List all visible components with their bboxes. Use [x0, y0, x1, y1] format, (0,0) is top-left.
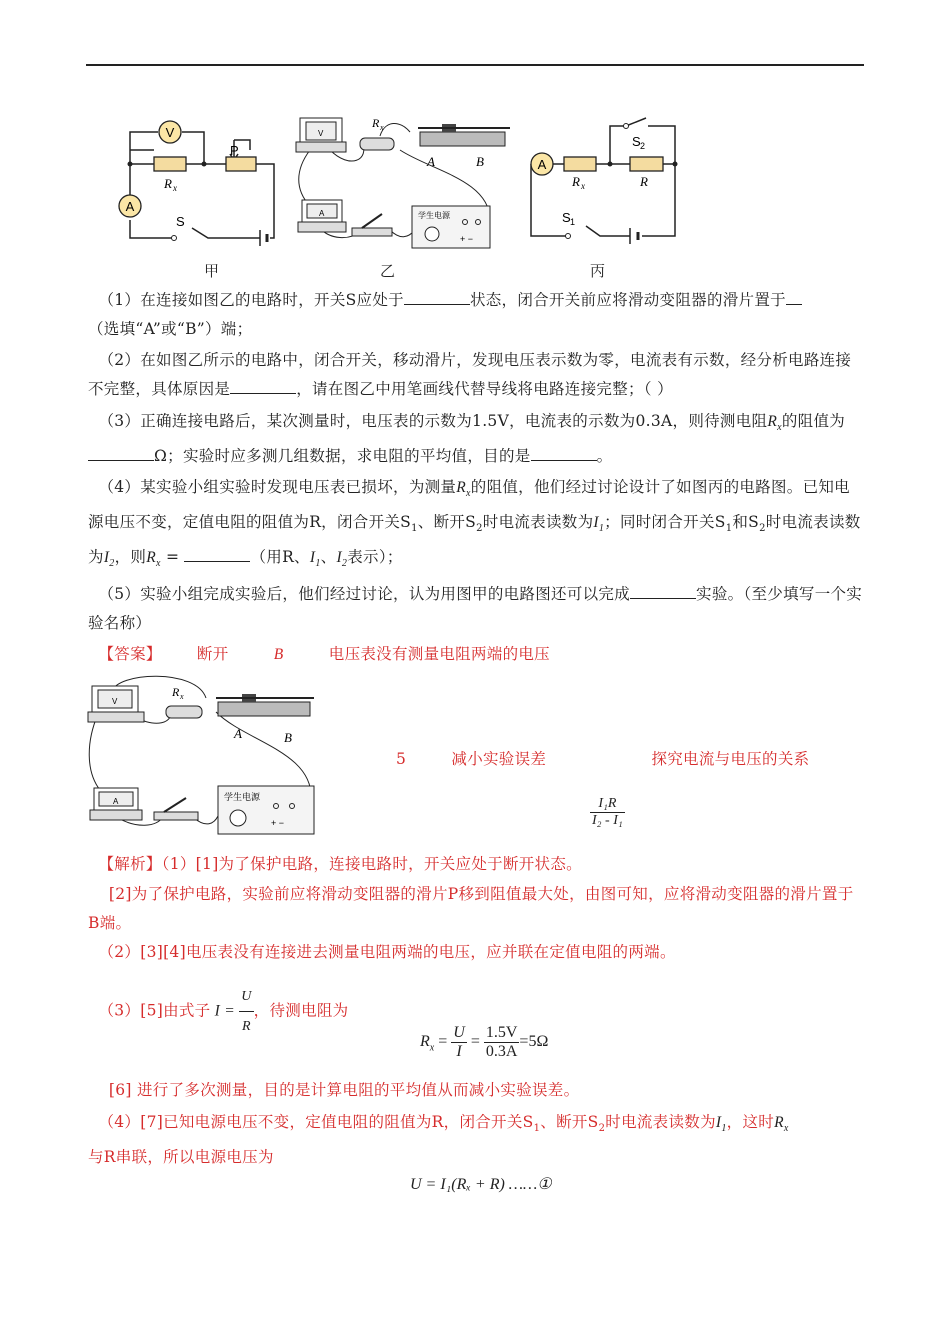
end-a-label: A: [427, 154, 435, 169]
svg-text:R: R: [172, 685, 180, 699]
equation-2: U = I₁(Rₓ + R) ……①: [410, 1176, 552, 1193]
analysis-p6: （4）[7]已知电源电压不变，定值电阻的阻值为R，闭合开关$S_1$、断开$S_2$时电流表读数为$I_1$，这时$R_x$ 与R串联，所以电源电压为: [88, 1113, 789, 1167]
question-3: （3）正确连接电路后，某次测量时，电压表的示数为1.5V，电流表的示数为0.3A，则待测电阻$R_x$的阻值为Ω；实验时应多测几组数据，求电阻的平均值，目的是 。: [88, 407, 864, 471]
answer-3: 电压表没有测量电阻两端的电压: [328, 645, 550, 663]
answer-2: B: [273, 646, 284, 663]
caption-bing: 丙: [590, 262, 606, 280]
svg-text:x: x: [380, 123, 384, 132]
caption-yi: 乙: [380, 262, 396, 280]
svg-text:S: S: [632, 134, 641, 149]
svg-text:S: S: [562, 210, 571, 225]
answer-circuit-figure: [86, 672, 326, 838]
svg-text:x: x: [581, 181, 585, 191]
analysis-p5: [6] 进行了多次测量，目的是计算电阻的平均值从而减小实验误差。: [108, 1081, 580, 1099]
physical-circuit-figure-yi: [290, 110, 515, 250]
answer-line-2: [396, 745, 866, 774]
svg-text:A: A: [113, 797, 119, 806]
rx-label-sub: x: [173, 183, 177, 193]
end-b-label: B: [476, 154, 484, 169]
voltmeter-label: V: [165, 125, 175, 140]
svg-text:A: A: [234, 726, 242, 741]
analysis-p3: （2）[3][4]电压表没有连接进去测量电阻两端的电压，应并联在定值电阻的两端。: [98, 943, 676, 961]
svg-text:V: V: [112, 697, 118, 706]
analysis-p1: 【解析】（1）[1]为了保护电路，连接电路时，开关应处于断开状态。: [98, 855, 582, 873]
equation-1: $R_x$ = $\frac{U}{I}$ = $\frac{1.5V}{0.3A}$ =5Ω: [420, 1024, 549, 1060]
switch-label: S: [176, 214, 185, 229]
ammeter-label: A: [125, 199, 135, 214]
analysis-label: 【解析】: [98, 855, 162, 873]
analysis-p4: （3）[5]由式子 I = $\frac{U}{R}$ ，待测电阻为: [88, 982, 864, 1041]
analysis-p2: [2]为了保护电路，实验前应将滑动变阻器的滑片P移到阻值最大处，由图可知，应将滑动变阻器的滑片置于B端。: [88, 885, 854, 932]
circuit-figure-bing: [520, 110, 685, 250]
header-rule: [86, 64, 864, 66]
answer-label: 【答案】: [98, 645, 162, 663]
bing-rx-symbol: [564, 157, 596, 171]
svg-text:V: V: [318, 129, 324, 138]
svg-text:A: A: [319, 209, 325, 218]
answer-5: 5: [396, 750, 407, 768]
svg-text:2: 2: [640, 141, 646, 151]
slider-label: P: [230, 143, 239, 158]
answer-1: 断开: [196, 645, 229, 663]
svg-text:学生电源: 学生电源: [224, 793, 261, 803]
yi-rx-label: R: [372, 116, 380, 130]
blank-7[interactable]: [630, 584, 696, 599]
rheostat-symbol: [226, 157, 256, 171]
answer-8: 探究电流与电压的关系: [651, 750, 810, 768]
answer-6: 减小实验误差: [451, 750, 547, 768]
bing-r-symbol: [630, 157, 663, 171]
question-5: （5）实验小组完成实验后，他们经过讨论，认为用图甲的电路图还可以完成 实验。（至少填写一个实验名称）: [88, 585, 863, 632]
blank-1[interactable]: [404, 290, 470, 305]
resistor-rx-symbol: [154, 157, 186, 171]
svg-text:1: 1: [570, 217, 576, 227]
power-supply-label: 学生电源: [418, 211, 450, 220]
blank-6[interactable]: [184, 547, 250, 562]
blank-3[interactable]: [230, 379, 296, 394]
svg-text:+ −: + −: [460, 234, 474, 244]
blank-2[interactable]: [786, 290, 802, 305]
blank-4[interactable]: [88, 446, 154, 461]
answer-7-formula: $\frac{\text{I₁R}}{\text{I₂ - I₁}}$: [592, 796, 623, 828]
rx-label: R: [164, 176, 172, 191]
svg-text:R: R: [572, 174, 580, 189]
question-2: （2）在如图乙所示的电路中，闭合开关，移动滑片，发现电压表示数为零，电流表有示数，经分析电路连接不完整，具体原因是 ，请在图乙中用笔画线代替导线将电路连接完整；（ ）: [88, 351, 852, 398]
caption-jia: 甲: [204, 262, 220, 280]
blank-5[interactable]: [531, 446, 597, 461]
svg-text:A: A: [537, 157, 547, 172]
svg-text:x: x: [180, 692, 184, 701]
svg-text:B: B: [284, 730, 292, 745]
svg-text:R: R: [640, 174, 648, 189]
circuit-figure-jia: [110, 110, 290, 250]
answer-line: [88, 640, 864, 669]
question-1: （1）在连接如图乙的电路时，开关S应处于 状态，闭合开关前应将滑动变阻器的滑片置于 （选填“A”或“B”）端；: [88, 286, 864, 344]
question-4: （4）某实验小组实验时发现电压表已损坏，为测量$R_x$的阻值，他们经过讨论设计了如图丙的电路图。已知电源电压不变，定值电阻的阻值为R，闭合开关$S_1$、断开$S_2$时电流表读数为$I_1$；同时闭合开关$S_1$和$S_2$时电流表读数为$I_2$，则$R_x$ = （用R、$I_1$、$I_2$表示）；: [88, 478, 861, 570]
svg-text:+ −: + −: [271, 818, 285, 828]
